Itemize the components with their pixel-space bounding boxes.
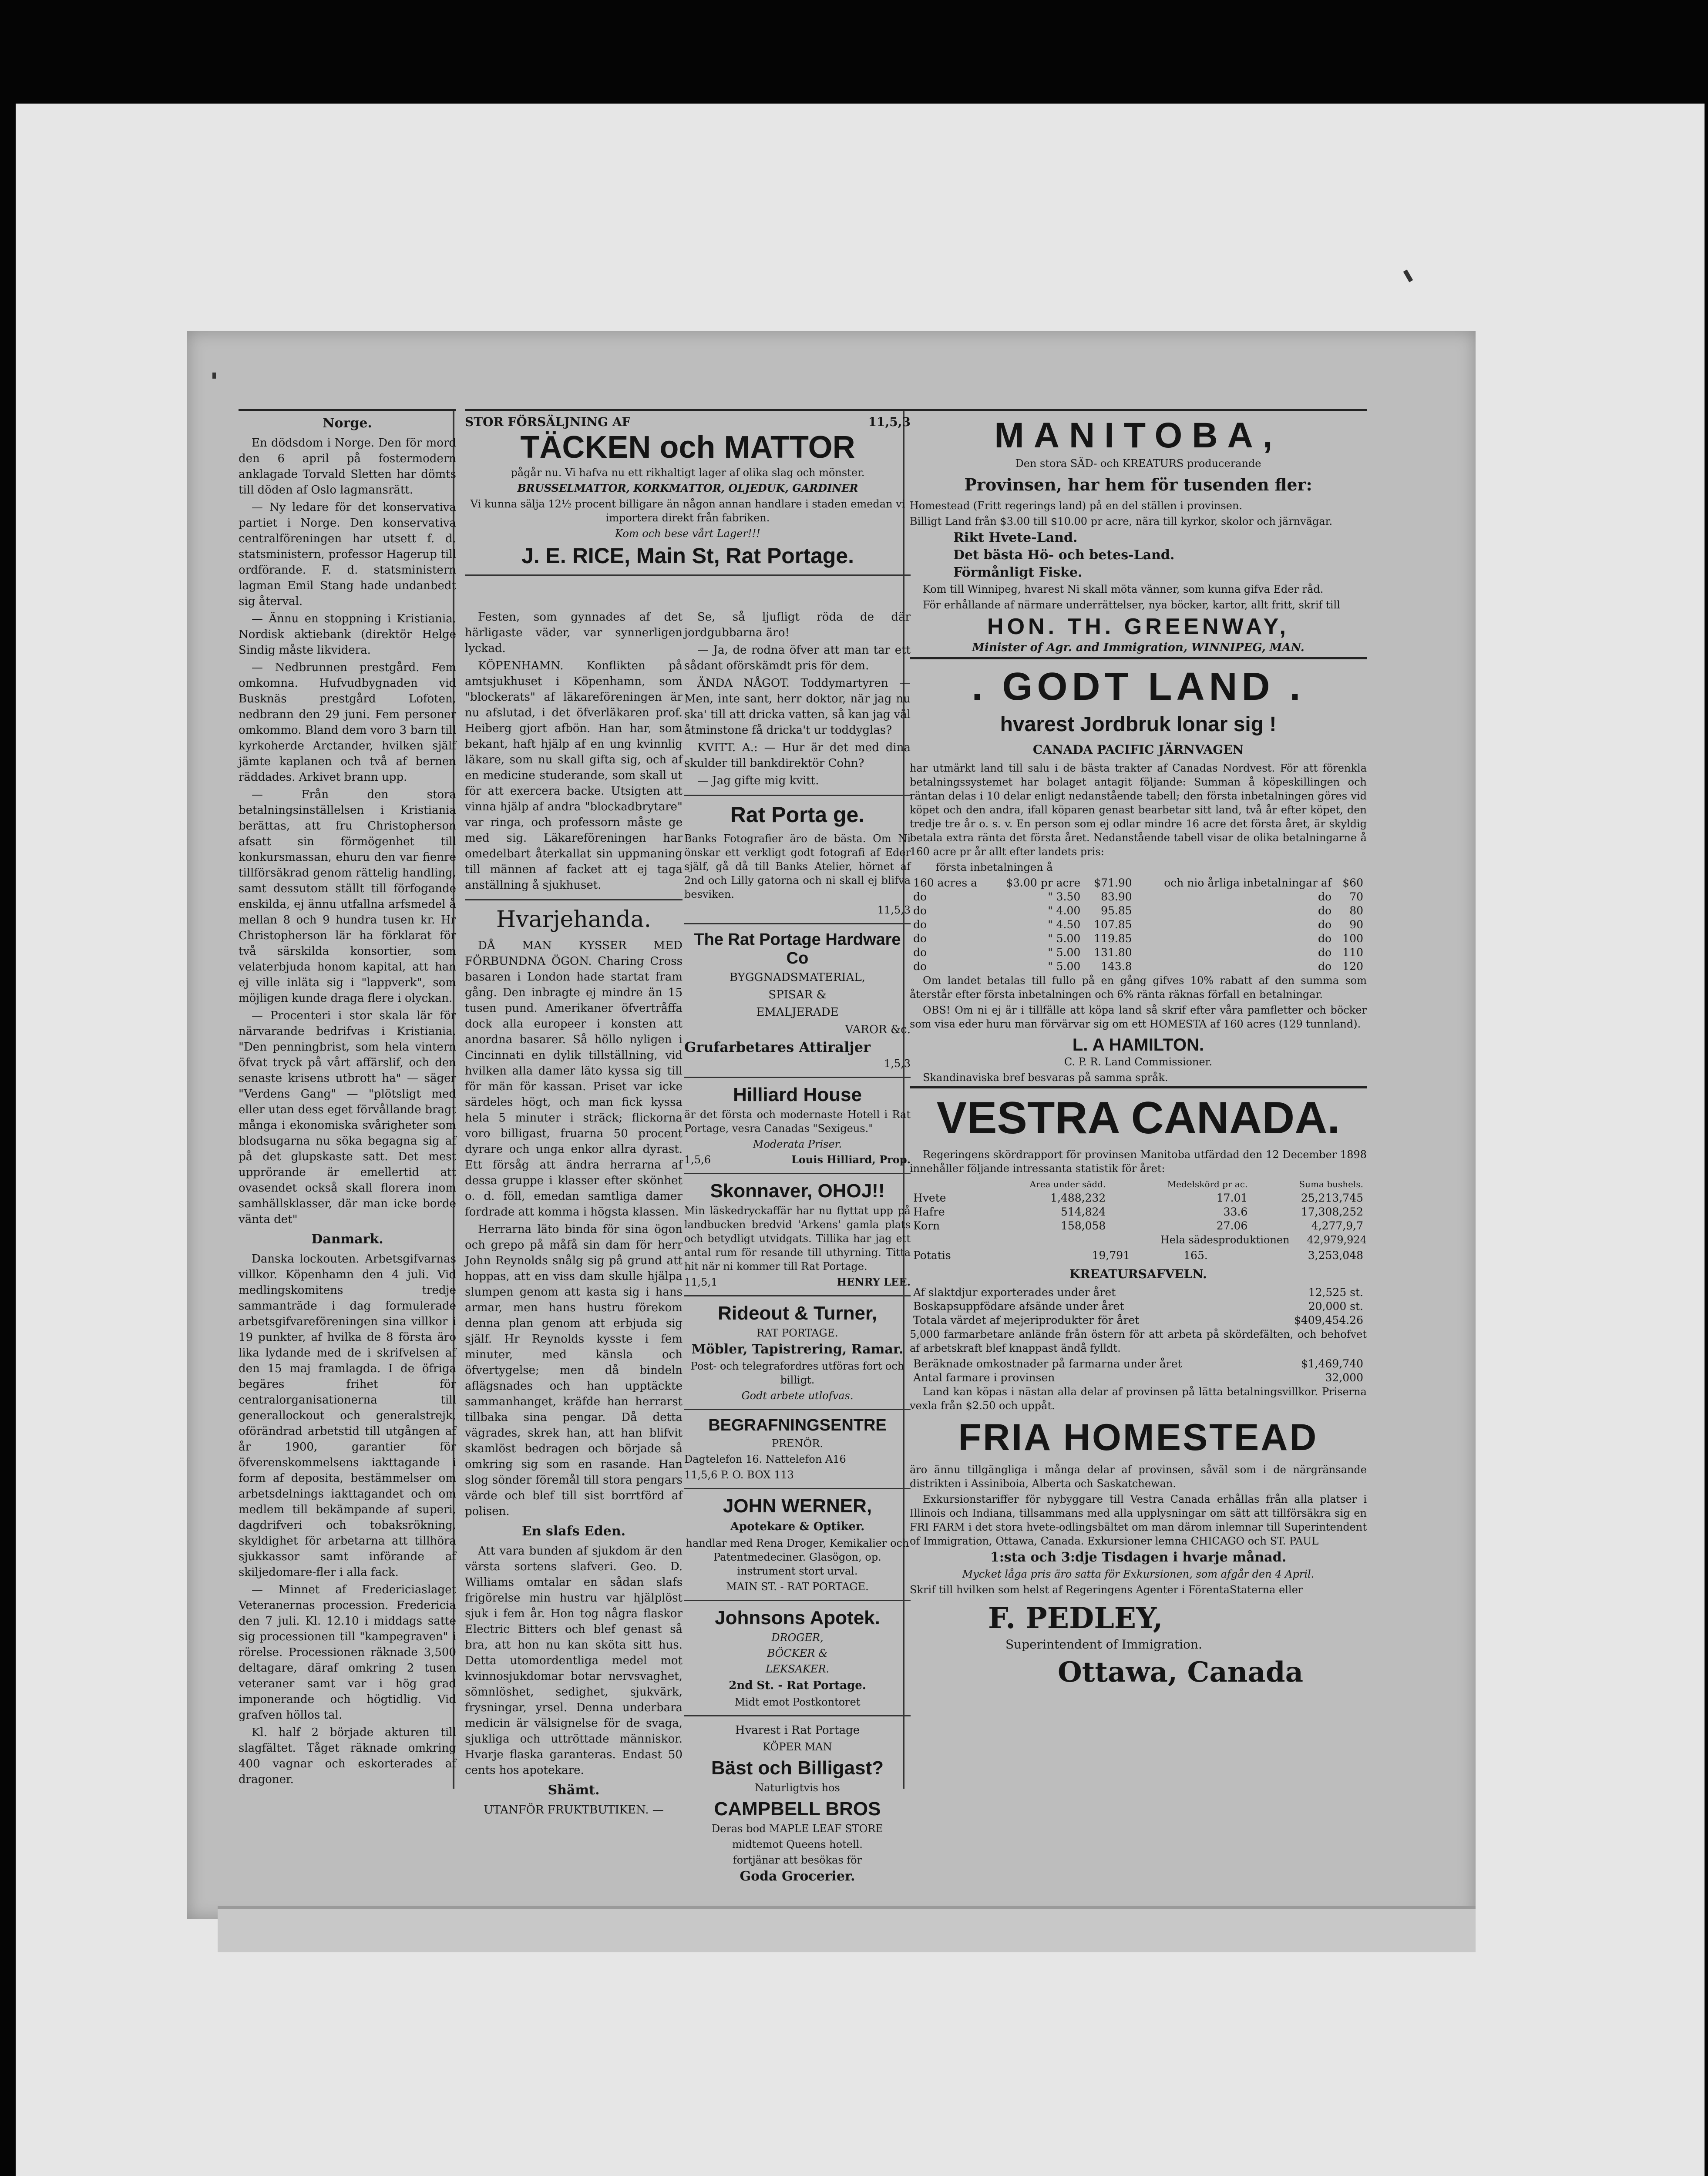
stat-row <box>910 1219 1367 1233</box>
total-value: 42,979,924 <box>1307 1234 1367 1246</box>
hardware-line: EMALJERADE <box>756 1006 839 1019</box>
cpr-cell: 90 <box>1349 918 1363 931</box>
stor-label: STOR FÖRSÄLJNING AF <box>465 415 631 429</box>
cpr-cell: 100 <box>1342 932 1363 945</box>
cpr-cell: do <box>913 904 927 917</box>
kreatur-cell: 12,525 st. <box>1308 1286 1363 1299</box>
begrafning-line: Dagtelefon 16. Nattelefon A16 <box>684 1453 846 1465</box>
vestra-canada-headline: VESTRA CANADA. <box>936 1093 1340 1143</box>
kreatur-cell: Totala värdet af mejeriprodukter för året <box>913 1314 1140 1326</box>
johnsons-line: BÖCKER & <box>767 1647 828 1659</box>
campbell-line: KÖPER MAN <box>763 1741 832 1753</box>
ad-code: 11,5,3 <box>877 904 911 916</box>
cpr-row <box>910 904 1367 918</box>
stat-cell: Hafre <box>913 1206 945 1218</box>
godt-land-headline: . GODT LAND . <box>972 665 1305 709</box>
stat-cell: 1,488,232 <box>1050 1192 1106 1204</box>
campbell-line: Naturligtvis hos <box>755 1782 840 1794</box>
cpr-cell: " 5.00 <box>1048 946 1081 959</box>
joke-paragraph: KVITT. A.: — Hur är det med dina skulder till bankdirektör Cohn? <box>684 741 911 770</box>
divider <box>465 574 911 576</box>
stat-cell: 27.06 <box>1216 1219 1248 1232</box>
hardware-line: Grufarbetares Attiraljer <box>684 1039 871 1055</box>
cpr-cell: 95.85 <box>1101 904 1132 917</box>
cpr-note: Om landet betalas till fullo på en gång gifves 10% rabatt af den summa som återstår efter första inbetalningen och 6% ränta räknas förfall en betalningar. <box>910 974 1367 1001</box>
kreatur-cell: 20,000 st. <box>1308 1300 1363 1313</box>
potatis-table <box>910 1249 1367 1263</box>
cpr-cell: 120 <box>1342 960 1363 973</box>
cost-row <box>910 1357 1367 1371</box>
feature-line: Förmånligt Fiske. <box>953 565 1083 580</box>
cpr-cell: " 4.50 <box>1048 918 1081 931</box>
exk-text: Exkursionstariffer för nybyggare till Vestra Canada erhållas från alla platser i Illinois och Indiana, tillsammans med alla upplysningar om sätt att tillförsäkra sig en FRI FARM i det stora hvete-odlingsbältet om man därom inlemnar till Superintendent of Immigration, Ottawa, Canada. Exkursioner lemna CHICAGO och ST. PAUL <box>910 1493 1367 1547</box>
hardware-ad-title: The Rat Portage Hardware Co <box>694 930 901 967</box>
kreatur-heading: KREATURSAFVELN. <box>1069 1267 1207 1281</box>
news-paragraph: — Procenteri i stor skala lär för närvarande bedrifvas i Kristiania. "Den penningbrist, som hela vintern öfvat tryck på vårt affärslif, och den senaste krisens utbrott ha" — säger "Verdens Gang" — "plötsligt med eller utan dess eget förvållande bragt många i ekonomiska svårigheter som blodsugarna nu söka begagna sig af på det glupskaste satt. Det mest upprörande är emellertid att ovasendet också skall florera inom samhällsklasser, där man icke borde vänta det" <box>239 1009 456 1226</box>
divider <box>465 899 683 900</box>
homestead-line: Billigt Land från $3.00 till $10.00 pr acre, nära till kyrkor, skolor och järnvägar. <box>910 515 1333 527</box>
campbell-name: CAMPBELL BROS <box>714 1798 881 1820</box>
werner-ad-title: JOHN WERNER, <box>723 1495 872 1517</box>
ad-code: 1,5,6 <box>684 1154 711 1166</box>
harvest-table <box>910 1177 1367 1233</box>
news-paragraph: Att vara bunden af sjukdom är den värsta sortens slafveri. Geo. D. Williams omtalar en sådan slafs frigörelse min hustru var hjälplöst sjuk i fem år. Hon tog några flaskor Electric Bitters och blef genast så bra, att hon nu kan sköta sitt hus. Detta utomordentliga medel mot kvinnosjukdomar botar nervsvaghet, sömnlöshet, sedighet, sjukvärk, frysningar, yrsel. Denna underbara medicin är välsignelse för de svaga, sjukliga och uttröttade människor. Hvarje flaska garanteras. Endast 50 cents hos apotekare. <box>465 1545 683 1777</box>
johnsons-line: 2nd St. - Rat Portage. <box>729 1679 866 1692</box>
homestead-line: Homestead (Fritt regerings land) på en del ställen i provinsen. <box>910 500 1243 512</box>
stat-cell: 17,308,252 <box>1301 1206 1363 1218</box>
cost-label: Beräknade omkostnader på farmarna under året <box>913 1357 1182 1370</box>
cpr-cell: 160 acres a <box>913 876 977 889</box>
cpr-row <box>910 918 1367 932</box>
joke-paragraph: — Jag gifte mig kvitt. <box>697 774 819 787</box>
tacken-items: BRUSSELMATTOR, KORKMATTOR, OLJEDUK, GARDINER <box>517 482 858 494</box>
feature-line: Det bästa Hö- och betes-Land. <box>953 547 1175 563</box>
hvarjehanda-heading: Hvarjehanda. <box>496 907 652 933</box>
stat-cell: 158,058 <box>1060 1219 1106 1232</box>
kreatur-cell: Af slaktdjur exporterades under året <box>913 1286 1116 1299</box>
stat-cell: Korn <box>913 1219 940 1232</box>
johnsons-line: LEKSAKER. <box>765 1663 830 1675</box>
cost-table <box>910 1357 1367 1385</box>
total-label: Hela sädesproduktionen <box>1160 1234 1290 1246</box>
cpr-cell: do <box>1318 918 1332 931</box>
begrafning-line: 11,5,6 P. O. BOX 113 <box>684 1469 794 1481</box>
news-paragraph: En dödsdom i Norge. Den för mord den 6 april på fostermodern anklagade Torvald Sletten har dömts till döden af Oslo lagmansrätt. <box>239 437 456 497</box>
tacken-ad <box>465 409 911 582</box>
werner-text: handlar med Rena Droger, Kemikalier och Patentmedeciner. Glasögon, op. instrument stort urval. <box>686 1537 909 1577</box>
divider <box>910 657 1367 659</box>
cpr-cell: do <box>913 946 927 959</box>
shamt-heading: Shämt. <box>548 1783 600 1798</box>
stat-cell: 25,213,745 <box>1301 1192 1363 1204</box>
campbell-headline: Bäst och Billigast? <box>711 1757 884 1779</box>
cpr-cell: 80 <box>1349 904 1363 917</box>
johnsons-ad-title: Johnsons Apotek. <box>715 1607 880 1629</box>
stat-cell: 514,824 <box>1060 1206 1106 1218</box>
farmers-text: 5,000 farmarbetare anlände från östern för att arbeta på skördefälten, och behofvet af arbetskraft blef knappast ändå fylldt. <box>910 1328 1367 1354</box>
hilliard-price: Moderata Priser. <box>753 1138 842 1150</box>
stat-cell: Potatis <box>913 1249 951 1262</box>
begrafning-ad-title: BEGRAFNINGSENTRE <box>708 1416 887 1434</box>
cpr-cell: 70 <box>1349 890 1363 903</box>
kreatur-row <box>910 1300 1367 1313</box>
hilliard-signature: Louis Hilliard, Prop. <box>791 1153 911 1166</box>
news-paragraph: — Ännu en stoppning i Kristiania. Nordisk aktiebank (direktör Helge Sindig måste likvidera. <box>239 612 456 657</box>
stat-row <box>910 1191 1367 1205</box>
johnsons-line: DROGER, <box>771 1632 824 1644</box>
column-top-rule <box>910 409 1367 411</box>
hardware-line: BYGGNADSMATERIAL, <box>730 971 865 984</box>
hardware-line: SPISAR & <box>768 988 827 1001</box>
shamt-line: UTANFÖR FRUKTBUTIKEN. — <box>484 1803 664 1817</box>
ottawa-line: Ottawa, Canada <box>1058 1656 1304 1689</box>
kreatur-cell: Boskapsuppfödare afsände under året <box>913 1300 1124 1313</box>
rideout-ad-title: Rideout & Turner, <box>718 1303 877 1324</box>
cpr-cell: 107.85 <box>1094 918 1132 931</box>
manitoba-headline: MANITOBA, <box>994 416 1282 455</box>
cpr-table <box>910 876 1367 974</box>
rideout-note: Godt arbete utlofvas. <box>741 1390 854 1402</box>
ad-code: 1,5,3 <box>884 1058 911 1070</box>
greenway-title: Minister of Agr. and Immigration, WINNIPEG, MAN. <box>972 641 1305 654</box>
cpr-cell: och nio årliga inbetalningar af <box>1164 876 1332 889</box>
skonnaver-sign-row <box>684 1275 911 1289</box>
ad-code: 11,5,1 <box>684 1276 718 1288</box>
cpr-row <box>910 890 1367 904</box>
cpr-row <box>910 946 1367 960</box>
divider <box>684 1715 911 1716</box>
fria-homestead-headline: FRIA HOMESTEAD <box>958 1417 1318 1458</box>
joke-paragraph: — Ja, de rodna öfver att man tar ett sådant oförskämdt pris för dem. <box>684 644 911 672</box>
column-top-rule <box>239 409 456 411</box>
total-row <box>910 1233 1367 1247</box>
column-4 <box>910 409 1367 1689</box>
tacken-desc2: Vi kunna sälja 12½ procent billigare än någon annan handlare i staden emedan vi importera direkt från fabriken. <box>470 498 905 524</box>
rat-portage-ad-title: Rat Porta ge. <box>730 803 865 827</box>
cpr-cell: " 3.50 <box>1048 890 1081 903</box>
news-paragraph: — Nedbrunnen prestgård. Fem omkomna. Hufvudbygnaden vid Busknäs prestgård Lofoten, nedbrann den 29 juni. Fem personer omkommo. Bland dem voro 3 barn till kyrkoherde Arctander, hvilken själf jämte kaplanen och två af bernen räddades. Arkivet brann upp. <box>239 661 456 784</box>
divider <box>684 1077 911 1078</box>
campbell-line: Goda Grocerier. <box>740 1869 855 1884</box>
cpr-cell: do <box>1318 932 1332 945</box>
cost-value: 32,000 <box>1325 1371 1363 1384</box>
cpr-cell: do <box>1318 890 1332 903</box>
slafs-heading: En slafs Eden. <box>521 1524 626 1539</box>
cost-row <box>910 1371 1367 1385</box>
skandi-note: Skandinaviska bref besvaras på samma språk. <box>923 1071 1168 1084</box>
skrif-line: Skrif till hvilken som helst af Regeringens Agenter i FörentaStaterna eller <box>910 1584 1303 1596</box>
werner-sub: Apotekare & Optiker. <box>730 1520 865 1533</box>
rice-name: J. E. RICE, Main St, Rat Portage. <box>521 544 854 568</box>
stat-cell: 33.6 <box>1223 1206 1248 1218</box>
cpr-cell: 131.80 <box>1094 946 1132 959</box>
cpr-cell: 143.8 <box>1101 960 1132 973</box>
godt-land-sub: hvarest Jordbruk lonar sig ! <box>1000 713 1277 736</box>
news-paragraph: Festen, som gynnades af det härligaste väder, var synnerligen lyckad. <box>465 611 683 655</box>
cost-label: Antal farmare i provinsen <box>913 1371 1055 1384</box>
cpr-cell: " 5.00 <box>1048 932 1081 945</box>
greenway-name: HON. TH. GREENWAY, <box>987 614 1289 639</box>
hilliard-sign-row <box>684 1153 911 1167</box>
news-paragraph: DÅ MAN KYSSER MED FÖRBUNDNA ÖGON. Charing Cross basaren i London hade startat fram gång. Den inbragte ej mindre än 15 tusen pund. Amerikaner öfvertråffa dock alla europeer i konsten att anordna basarer. Så höllo nyligen i Cincinnati en dylik tillställning, vid hvilken alla damer läto kyssa sig till för män för kassan. Priset var icke särdeles högt, och man fick kyssa hela 5 minuter i sträck; flickorna voro billigast, fruarna 50 procent dyrare och unga enkor allra dyrast. Ett försåg att ändra herrarna af dessa gruppe i klasser efter skönhet o. d. föll, emedan samtliga damer fordrade att komma i högsta klassen. <box>465 939 683 1219</box>
cpr-cell: do <box>913 918 927 931</box>
cpr-row <box>910 932 1367 946</box>
kreatur-row <box>910 1313 1367 1327</box>
stor-code: 11,5,3 <box>868 415 911 429</box>
fria-text: äro ännu tillgängliga i många delar af provinsen, såväl som i de närgränsande distrikten i Assiniboia, Alberta och Saskatchewan. <box>910 1464 1367 1490</box>
divider <box>684 1600 911 1601</box>
kreatur-table <box>910 1286 1367 1327</box>
feature-line: Rikt Hvete-Land. <box>953 530 1078 545</box>
johnsons-line: Midt emot Postkontoret <box>734 1696 861 1708</box>
campbell-line: Hvarest i Rat Portage <box>735 1724 860 1737</box>
stat-cell: 17.01 <box>1216 1192 1248 1204</box>
rat-portage-ad-text: Banks Fotografier äro de bästa. Om Ni önskar ett verkligt godt fotografi af Eder själf, gå då till Banks Atelier, hörnet af 2nd och Lilly gatorna och ni skall ej blifva besviken. <box>684 833 911 900</box>
skonnaver-signature: HENRY LEE. <box>837 1276 911 1288</box>
skonnaver-ad-title: Skonnaver, OHOJ!! <box>710 1180 885 1202</box>
cpr-row <box>910 876 1367 890</box>
pedley-title: Superintendent of Immigration. <box>1005 1637 1202 1652</box>
joke-paragraph: ÄNDA NÅGOT. Toddymartyren — Men, inte sant, herr doktor, när jag nu ska' till att dricka vatten, så kan jag väl åtminstone få dricka't ur toddyglas? <box>684 677 911 737</box>
stat-header-cell: Medelskörd pr ac. <box>1167 1179 1248 1189</box>
news-paragraph: Herrarna läto binda för sina ögon och grepo på måfå sin dam för herr John Reynolds snålg sig på grund att hoppas, att en viss dam skulle hjälpa slumpen genom att kasta sig i hans armar, men hans hustru förekom denna plan genom att erbjuda sig själf. Hr Reynolds kysste i fem minuter, med känsla och öfvertygelse; men då bindeln aflägsnades och han upptäckte sammanhanget, kräfde han herrarst tillbaka sina pengar. Då detta vägrades, skrek han, att han blifvit skamlöst bedragen och började så omkring sig som en rasande. Han slog sönder föremål till stora pengars värde och blef till sist borrtförd af polisen. <box>465 1223 683 1518</box>
stat-row <box>910 1205 1367 1219</box>
kreatur-cell: $409,454.26 <box>1294 1314 1363 1326</box>
cpr-cell: do <box>913 932 927 945</box>
cpr-cell: do <box>913 960 927 973</box>
vestra-text: Regeringens skördrapport för provinsen Manitoba utfärdad den 12 December 1898 innehåller följande intressanta statistik för året: <box>910 1148 1367 1175</box>
cpr-cell: 83.90 <box>1101 890 1132 903</box>
cpr-cell: " 5.00 <box>1048 960 1081 973</box>
norge-heading: Norge. <box>323 416 372 431</box>
divider <box>684 795 911 796</box>
rideout-line: Möbler, Tapistrering, Ramar. <box>691 1342 904 1357</box>
cpr-cell: $71.90 <box>1094 876 1132 889</box>
tisdag-line: 1:sta och 3:dje Tisdagen i hvarje månad. <box>990 1550 1287 1565</box>
stor-line <box>465 415 911 429</box>
rideout-sub: RAT PORTAGE. <box>756 1327 838 1339</box>
stat-cell: Hvete <box>913 1192 946 1204</box>
news-paragraph: — Minnet af Fredericiaslaget Veteranernas procession. Fredericia den 7 juli. Kl. 12.10 i middags satte sig processionen till "kampegraven" i rörelse. Processionen räknade 3,500 deltagare, däraf omkring 2 tusen veteraner samt var i hög grad imponerande och högtidlig. Vid grafven höllos tal. <box>239 1583 456 1722</box>
cpr-heading: CANADA PACIFIC JÄRNVAGEN <box>1032 742 1244 757</box>
mycket-line: Mycket låga pris äro satta för Exkursionen, som afgår den 4 April. <box>962 1568 1315 1580</box>
cpr-cell: 119.85 <box>1094 932 1132 945</box>
news-paragraph: — Ny ledare för det konservativa partiet i Norge. Den konservativa centralföreningen har utsett f. d. statsministern, professor Hagerup till ordförande. F. d. statsministern lagman Emil Stang hade undanbedt sig återval. <box>239 501 456 608</box>
news-paragraph: Danska lockouten. Arbetsgifvarnas villkor. Köpenhamn den 4 juli. Vid medlingskomitens tredje sammanträde i dag formulerade arbetsgifvareföreningen sina villkor i 19 punkter, af hvilka de 8 första äro lika lydande med de i skrifvelsen af den 15 maj framlagda. I de öfriga begäres frihet för centralorganisationerna till generallockout och generalstrejk, oförändrad arbetstid till utgången af år 1900, garantier för öfverenskommelsens iakttagande i form af deposita, bestämmelser om arbetsdelnings iakttagandet och om medlem till bekämpande af superi, dagdrifveri och tobaksrökning, skyldighet för arbetarna att tillhöra sjukkassor samt införande af skiljedomare-fler i alla fack. <box>239 1253 456 1579</box>
tacken-desc: pågår nu. Vi hafva nu ett rikhaltigt lager af olika slag och mönster. <box>511 467 865 479</box>
manitoba-text: Kom till Winnipeg, hvarest Ni skall möta vänner, som kunna gifva Eder råd. <box>923 583 1324 595</box>
campbell-line: fortjänar att besökas för <box>733 1854 862 1866</box>
manitoba-text: För erhållande af närmare underrättelser, nya böcker, kartor, allt fritt, skrif till <box>923 599 1340 611</box>
cpr-row <box>910 960 1367 974</box>
tacken-title: TÄCKEN och MATTOR <box>520 430 855 465</box>
cpr-cell: do <box>913 890 927 903</box>
cpr-cell: $3.00 pr acre <box>1006 876 1081 889</box>
hilliard-ad-title: Hilliard House <box>733 1084 862 1105</box>
divider <box>684 1488 911 1489</box>
cpr-text: har utmärkt land till salu i de bästa trakter af Canadas Nordvest. För att förenkla betalningssystemet har bolaget antagit följande: Summan å köpeskillingen och räntan delas i 10 delar enligt nedanstående tabell; den första inbetalningen göres vid köpet och den andra, ifall köparen genast bearbetar sitt land, två år efter köpet, den tredje tre år o. s. v. En person som ej odlar mindre 16 acre det första året, är skyldig betala extra ränta det första året. Nedanstående tabell visar de olika betalningarne å 160 acre pr år allt efter landets pris: <box>910 762 1367 858</box>
divider <box>910 1086 1367 1088</box>
cpr-cell: 110 <box>1342 946 1363 959</box>
stat-cell: 165. <box>1183 1249 1208 1262</box>
skonnaver-text: Min läskedryckaffär har nu flyttat upp på landbucken bredvid 'Arkens' gamla plats och betydligt utvidgats. Tillika har jag ett antal rum för resande till uthyrning. Titta hit när ni kommer till Rat Portage. <box>684 1205 911 1273</box>
cpr-cell: do <box>1318 960 1332 973</box>
stat-cell: 4,277,9,7 <box>1311 1219 1363 1232</box>
hilliard-text: är det första och modernaste Hotell i Rat Portage, vesra Canadas "Sexigeus." <box>684 1108 911 1135</box>
hardware-line: VAROR &c. <box>845 1023 911 1036</box>
joke-paragraph: Se, så ljufligt röda de där jordgubbarna äro! <box>684 611 911 639</box>
stat-header-cell: Suma bushels. <box>1299 1179 1363 1189</box>
column-3 <box>684 609 911 1886</box>
stat-header-cell <box>910 1177 975 1191</box>
cpr-first: första inbetalningen å <box>936 861 1053 873</box>
cpr-note: OBS! Om ni ej är i tillfälle att köpa land så skrif efter våra pamfletter och böcker som visa eder huru man förvärvar sig om ett HOMESTA af 160 acres (129 tunnland). <box>910 1004 1367 1030</box>
column-2 <box>465 609 683 1820</box>
news-paragraph: Kl. half 2 började akturen till slagfältet. Tåget räknade omkring 400 vagnar och eskorterades af dragoner. <box>239 1726 456 1786</box>
manitoba-sub: Den stora SÄD- och KREATURS producerande <box>1015 457 1261 470</box>
hamilton-title: C. P. R. Land Commissioner. <box>1064 1056 1213 1068</box>
werner-address: MAIN ST. - RAT PORTAGE. <box>726 1581 869 1593</box>
kreatur-row <box>910 1286 1367 1300</box>
cpr-cell: " 4.00 <box>1048 904 1081 917</box>
cpr-cell: do <box>1318 946 1332 959</box>
stat-cell: 19,791 <box>1092 1249 1130 1262</box>
cpr-cell: $60 <box>1342 876 1363 889</box>
pedley-name: F. PEDLEY, <box>988 1601 1163 1635</box>
column-1 <box>239 409 456 1789</box>
stat-header-cell: Area under sädd. <box>1029 1179 1106 1189</box>
divider <box>684 1295 911 1296</box>
land-text: Land kan köpas i nästan alla delar af provinsen på lätta betalningsvillkor. Priserna vexla från $2.50 och uppåt. <box>910 1386 1367 1412</box>
tacken-come: Kom och bese vårt Lager!!! <box>615 527 760 540</box>
provinsen-heading: Provinsen, har hem för tusenden fler: <box>964 475 1312 494</box>
stat-cell: 3,253,048 <box>1308 1249 1363 1262</box>
hamilton-name: L. A HAMILTON. <box>1072 1035 1204 1054</box>
paper-edge <box>218 1906 1476 1952</box>
cost-value: $1,469,740 <box>1301 1357 1363 1370</box>
danmark-heading: Danmark. <box>311 1232 383 1247</box>
news-paragraph: KÖPENHAMN. Konflikten på amtsjukhuset i Köpenhamn, som "blockerats" af läkareföreningen är nu afslutad, i det öfverläkaren prof. Heiberg gjort afbön. Han har, som bekant, haft hjälp af en ung kvinnlig läkare, som nu skall gifta sig, och af en medicine studerande, som skall ut för att exercera backe. Utsigten att vinna hjälp af andra "blockadbrytare" var ringa, och professorn måste ge med sig. Läkareföreningen har omedelbart återkallat sin uppmaning till männen af facket att ej taga anställning å sjukhuset. <box>465 659 683 892</box>
column-top-rule <box>465 409 911 411</box>
scan-mark <box>212 373 216 379</box>
news-paragraph: — Från den stora betalningsinställelsen i Kristiania berättas, att fru Christopherson afsatt sin förmögenhet till konkursmassan, ehuru den var fienre tillförsäkrad genom rättelig handling, samt dessutom ställt till förfogande enskilda, ej ännu utfallna arfsmedel å mellan 8 och 9 hundra tusen kr. Hr Christopherson lär ha förklarat för två särskilda konsortier, som velaterbjuda honom kapital, att han ej ville inläta sig i "lappverk", som möjligen kunde draga flere i olyckan. <box>239 788 456 1005</box>
begrafning-sub: PRENÖR. <box>771 1437 824 1450</box>
rideout-text: Post- och telegrafordres utföras fort och billigt. <box>690 1360 904 1386</box>
cpr-cell: do <box>1318 904 1332 917</box>
divider <box>684 1409 911 1410</box>
divider <box>684 1173 911 1174</box>
campbell-line: Deras bod MAPLE LEAF STORE <box>712 1823 883 1835</box>
campbell-line: midtemot Queens hotell. <box>732 1838 863 1850</box>
divider <box>684 923 911 924</box>
